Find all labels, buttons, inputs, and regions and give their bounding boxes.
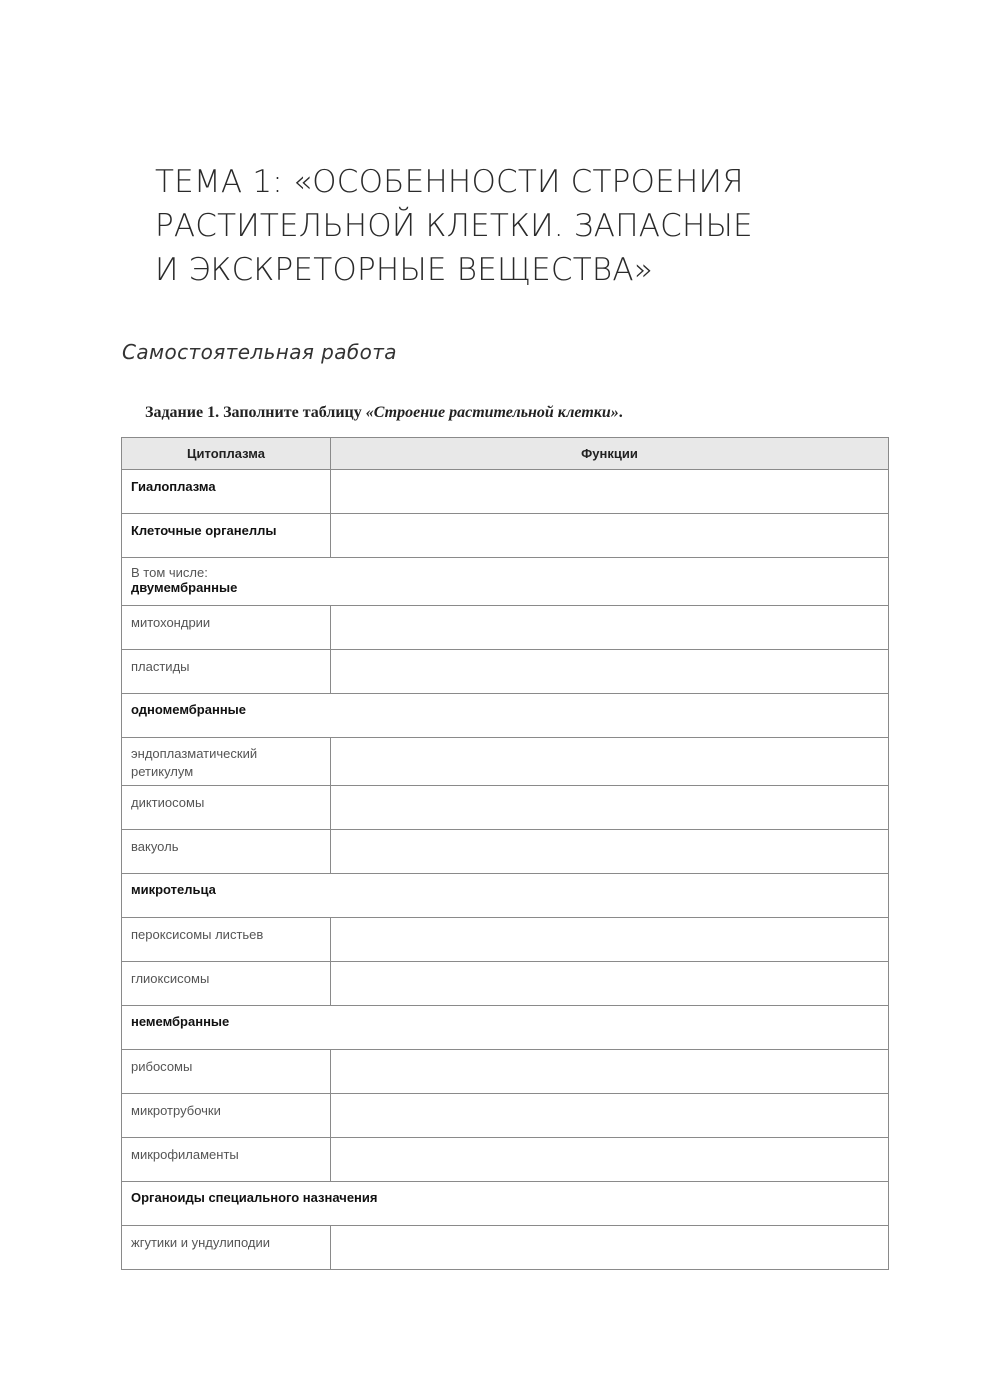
group-label-special-organoids: Органоиды специального назначения <box>122 1182 889 1226</box>
topic-title-line-2: РАСТИТЕЛЬНОЙ КЛЕТКИ. ЗАПАСНЫЕ <box>155 208 753 244</box>
task-instruction <box>145 404 623 422</box>
table-row <box>122 962 889 1006</box>
row-label-vacuole: вакуоль <box>122 830 331 874</box>
table-header-row <box>122 438 889 470</box>
row-label-organelles: Клеточные органеллы <box>122 514 331 558</box>
table-row <box>122 786 889 830</box>
row-label-microfilaments: микрофиламенты <box>122 1138 331 1182</box>
group-label-single-membrane: одномембранные <box>122 694 889 738</box>
header-cytoplasm: Цитоплазма <box>122 438 331 470</box>
table-row <box>122 830 889 874</box>
table-row <box>122 606 889 650</box>
group-label-non-membrane: немембранные <box>122 1006 889 1050</box>
row-label-glyoxysomes: глиоксисомы <box>122 962 331 1006</box>
row-label-mitochondria: митохондрии <box>122 606 331 650</box>
header-functions: Функции <box>331 438 889 470</box>
function-cell-organelles[interactable] <box>331 514 889 558</box>
row-label-ribosomes: рибосомы <box>122 1050 331 1094</box>
row-label-er: эндоплазматический ретикулум <box>122 738 331 786</box>
function-cell-plastids[interactable] <box>331 650 889 694</box>
row-label-dictyosomes: диктиосомы <box>122 786 331 830</box>
function-cell-glyoxysomes[interactable] <box>331 962 889 1006</box>
function-cell-hyaloplasm[interactable] <box>331 470 889 514</box>
function-cell-microtubules[interactable] <box>331 1094 889 1138</box>
row-label-hyaloplasm: Гиалоплазма <box>122 470 331 514</box>
table-row <box>122 514 889 558</box>
function-cell-ribosomes[interactable] <box>331 1050 889 1094</box>
task-text: Заполните таблицу <box>223 404 362 421</box>
table-row-group <box>122 1006 889 1050</box>
task-label: Задание 1. <box>145 404 220 421</box>
task-end: . <box>618 404 623 421</box>
table-row <box>122 1050 889 1094</box>
row-label-plastids: пластиды <box>122 650 331 694</box>
table-row <box>122 918 889 962</box>
table-row <box>122 470 889 514</box>
function-cell-peroxisomes[interactable] <box>331 918 889 962</box>
table-row <box>122 1226 889 1270</box>
function-cell-vacuole[interactable] <box>331 830 889 874</box>
topic-title <box>155 160 935 292</box>
table-row-group <box>122 1182 889 1226</box>
row-label-peroxisomes: пероксисомы листьев <box>122 918 331 962</box>
topic-title-line-1: ТЕМА 1: «ОСОБЕННОСТИ СТРОЕНИЯ <box>155 164 744 200</box>
section-heading: Самостоятельная работа <box>122 340 397 364</box>
table-row <box>122 650 889 694</box>
table-row <box>122 738 889 786</box>
table-row <box>122 1138 889 1182</box>
including-note: В том числе: <box>131 565 208 580</box>
group-label-double-membrane: двумембранные <box>131 580 238 595</box>
task-table-name: «Строение растительной клетки» <box>365 404 619 421</box>
table-row-group <box>122 694 889 738</box>
cell-structure-table <box>121 437 889 1270</box>
group-double-membrane <box>122 558 889 606</box>
function-cell-mitochondria[interactable] <box>331 606 889 650</box>
function-cell-microfilaments[interactable] <box>331 1138 889 1182</box>
topic-title-line-3: И ЭКСКРЕТОРНЫЕ ВЕЩЕСТВА» <box>155 252 653 288</box>
row-label-flagella: жгутики и ундулиподии <box>122 1226 331 1270</box>
group-label-microbodies: микротельца <box>122 874 889 918</box>
table-row <box>122 1094 889 1138</box>
function-cell-flagella[interactable] <box>331 1226 889 1270</box>
function-cell-dictyosomes[interactable] <box>331 786 889 830</box>
row-label-microtubules: микротрубочки <box>122 1094 331 1138</box>
function-cell-er[interactable] <box>331 738 889 786</box>
table-row-group <box>122 874 889 918</box>
table-row-group <box>122 558 889 606</box>
